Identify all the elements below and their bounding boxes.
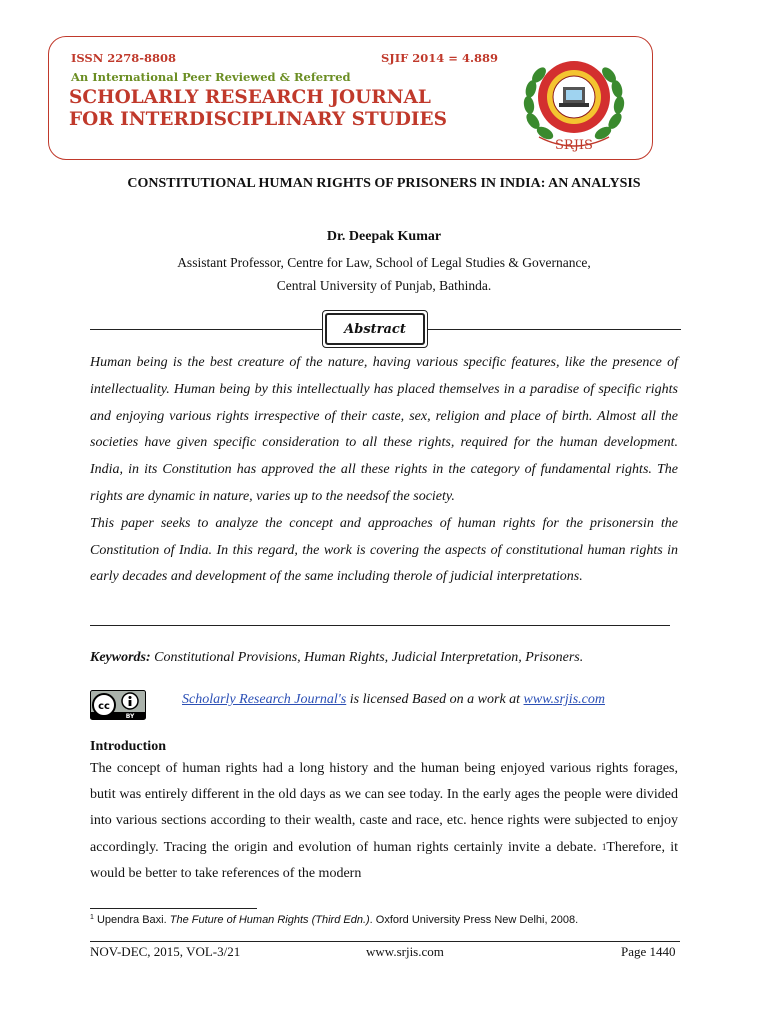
footnote-publisher: . Oxford University Press New Delhi, 2008. (369, 914, 579, 926)
abstract-end-rule (90, 625, 670, 626)
seal-text: SRJIS (555, 138, 593, 153)
peer-review-tagline: An International Peer Reviewed & Referred (71, 70, 351, 84)
footer-website: www.srjis.com (366, 944, 444, 959)
paper-title: CONSTITUTIONAL HUMAN RIGHTS OF PRISONERS IN INDIA: AN ANALYSIS (127, 176, 641, 191)
footnote: $^1$ Upendra Baxi. The Future of Human Rights (Third Edn.). Oxford University Press New Delhi, 2008. (90, 914, 579, 926)
journal-name (69, 87, 447, 131)
keywords-label: Keywords: (90, 650, 151, 665)
abstract-heading-box (322, 310, 428, 348)
abstract-rule-right (428, 329, 681, 330)
footnote-reference[interactable]: 1 (601, 841, 607, 852)
journal-seal-logo (519, 51, 629, 155)
journal-link[interactable]: Scholarly Research Journal's (182, 692, 347, 707)
footnote-marker: 1 (90, 914, 94, 921)
author-affiliation-line2: Central University of Punjab, Bathinda. (276, 278, 492, 293)
footnote-rule (90, 908, 257, 909)
introduction-text-part2: Therefore, it would be better to take references of the modern (90, 839, 678, 881)
footnote-book-title: The Future of Human Rights (Third Edn.) (169, 914, 370, 926)
footnote-author: Upendra Baxi (93, 914, 164, 926)
svg-text:cc: cc (98, 701, 110, 712)
footer-page-number: Page 1440 (621, 944, 676, 959)
keywords-text: Constitutional Provisions, Human Rights, Judicial Interpretation, Prisoners. (150, 650, 584, 665)
abstract-paragraph-2: This paper seeks to analyze the concept and approaches of human rights for the prisonersin the Constitution of India. In this regard, the work is covering the aspects of constitutional human rights in early decades and development of the same including therole of judicial interpretations. (90, 515, 678, 585)
creative-commons-badge-icon (90, 690, 146, 720)
website-link[interactable]: www.srjis.com (523, 692, 605, 707)
author-name: Dr. Deepak Kumar (326, 229, 442, 244)
keywords (90, 650, 583, 666)
cc-by-label: BY (125, 713, 135, 720)
abstract-heading: Abstract (325, 313, 425, 345)
author-affiliation-line1: Assistant Professor, Centre for Law, School of Legal Studies & Governance, (177, 255, 591, 270)
sjif-impact: SJIF 2014 = 4.889 (381, 51, 498, 65)
introduction-body (90, 756, 678, 887)
page-footer-rule (90, 941, 680, 942)
introduction-heading: Introduction (90, 739, 166, 754)
journal-header (48, 36, 653, 160)
issn: ISSN 2278-8808 (71, 51, 177, 65)
license-statement (182, 692, 605, 708)
abstract-paragraph-1: Human being is the best creature of the nature, having various specific features, like the presence of intellectuality. Human being by this intellectually has placed themselves in a paradise of specific rights and enjoying various rights irrespective of their caste, sex, religion and place of birth. Almost all the societies have given specific consideration to all these rights, required for the human development. India, in its Constitution has approved the all these rights in the category of fundamental rights. The rights are dynamic in nature, varies up to the needsof the society. (90, 355, 678, 504)
abstract-rule-left (90, 329, 322, 330)
license-middle-text: is licensed Based on a work at (346, 692, 524, 707)
introduction-text-part1: The concept of human rights had a long history and the human being enjoyed various rights forages, butit was entirely different in the old days as we can see today. In the early ages the people were divided into various sections according to their wealth, caste and race, etc. hence rights were subjected to enjoy accordingly. Tracing the origin and evolution of human rights certainly invite a debate. (90, 761, 678, 855)
journal-name-line1: SCHOLARLY RESEARCH JOURNAL (69, 87, 431, 108)
journal-name-line2: FOR INTERDISCIPLINARY STUDIES (69, 109, 448, 130)
abstract-body (90, 350, 678, 591)
footer-issue: NOV-DEC, 2015, VOL-3/21 (90, 944, 241, 959)
